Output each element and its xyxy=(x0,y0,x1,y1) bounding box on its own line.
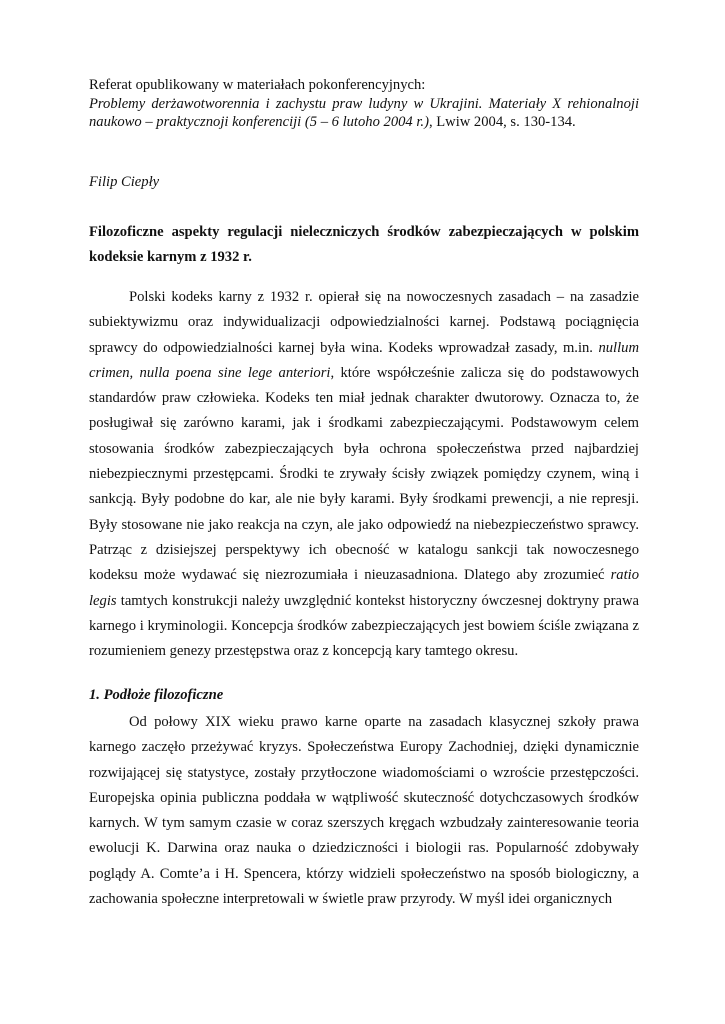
author-name: Filip Ciepły xyxy=(89,174,160,190)
article-title: Filozoficzne aspekty regulacji nieleczniczych środków zabezpieczających w polskim kodeksie karnym z 1932 r. xyxy=(89,224,639,265)
intro-paragraph xyxy=(89,285,639,664)
publication-source: Problemy derżawotworennia i zachystu praw ludyny w Ukrajini. Materiały X rehionalnoji naukowo – praktycznoji konferenciji (5 – 6 lutoho 2004 r.) xyxy=(89,95,639,131)
latin-maxim: nullum crimen, nulla poena sine lege anteriori xyxy=(89,339,639,381)
publication-details: , Lwiw 2004, s. 130-134. xyxy=(428,114,576,131)
publication-note xyxy=(89,76,639,132)
latin-ratio-legis: ratio legis xyxy=(89,567,639,609)
section-heading: 1. Podłoże filozoficzne xyxy=(89,687,224,703)
intro-text-3: tamtych konstrukcji należy uwzględnić kontekst historyczny ówczesnej doktryny prawa karnego i kryminologii. Koncepcja środków zabezpieczających jest bowiem ściśle związana z rozumieniem genezy przestępstwa oraz z koncepcją kary tamtego okresu. xyxy=(89,592,639,660)
document-page xyxy=(89,76,639,908)
intro-text-2: , które współcześnie zalicza się do podstawowych standardów praw człowieka. Kodeks ten miał jednak charakter dwutorowy. Oznacza to, że posługiwał się zarówno karami, jak i środkami zabezpieczającymi. Podstawowym celem stosowania środków zabezpieczających była ochrona społeczeństwa przed najbardziej niebezpiecznymi przestępcami. Środki te zrywały ścisły związek pomiędzy czynem, winą i sankcją. Były podobne do kar, ale nie były karami. Były środkami prewencji, a nie represji. Były stosowane nie jako reakcja na czyn, ale jako odpowiedź na niebezpieczeństwo sprawcy. Patrząc z dzisiejszej perspektywy ich obecność w katalogu sankcji tak nowoczesnego kodeksu może wydawać się niezrozumiała i nieuzasadniona. Dlatego aby zrozumieć xyxy=(89,364,639,584)
section-paragraph: Od połowy XIX wieku prawo karne oparte na zasadach klasycznej szkoły prawa karnego zaczęło przeżywać kryzys. Społeczeństwa Europy Zachodniej, dzięki dynamicznie rozwijającej się statystyce, zostały przytłoczone wiadomościami o wzroście przestępczości. Europejska opinia publiczna poddała w wątpliwość skuteczność dotychczasowych środków karnych. W tym samym czasie w coraz szerszych kręgach wzbudzały zainteresowanie teoria ewolucji K. Darwina oraz nauka o dziedziczności i biologii ras. Popularność zdobywały poglądy A. Comte’a i H. Spencera, którzy widzieli społeczeństwo na sposób biologiczny, a zachowania społeczne interpretowali w świetle praw przyrody. W myśl idei organicznych xyxy=(89,714,639,908)
intro-text-1: Polski kodeks karny z 1932 r. opierał się na nowoczesnych zasadach – na zasadzie subiektywizmu oraz indywidualizacji odpowiedzialności karnej. Podstawą pociągnięcia sprawcy do odpowiedzialności karnej była wina. Kodeks wprowadzał zasady, m.in. xyxy=(89,289,639,356)
publication-intro: Referat opublikowany w materiałach pokonferencyjnych: xyxy=(89,77,426,93)
